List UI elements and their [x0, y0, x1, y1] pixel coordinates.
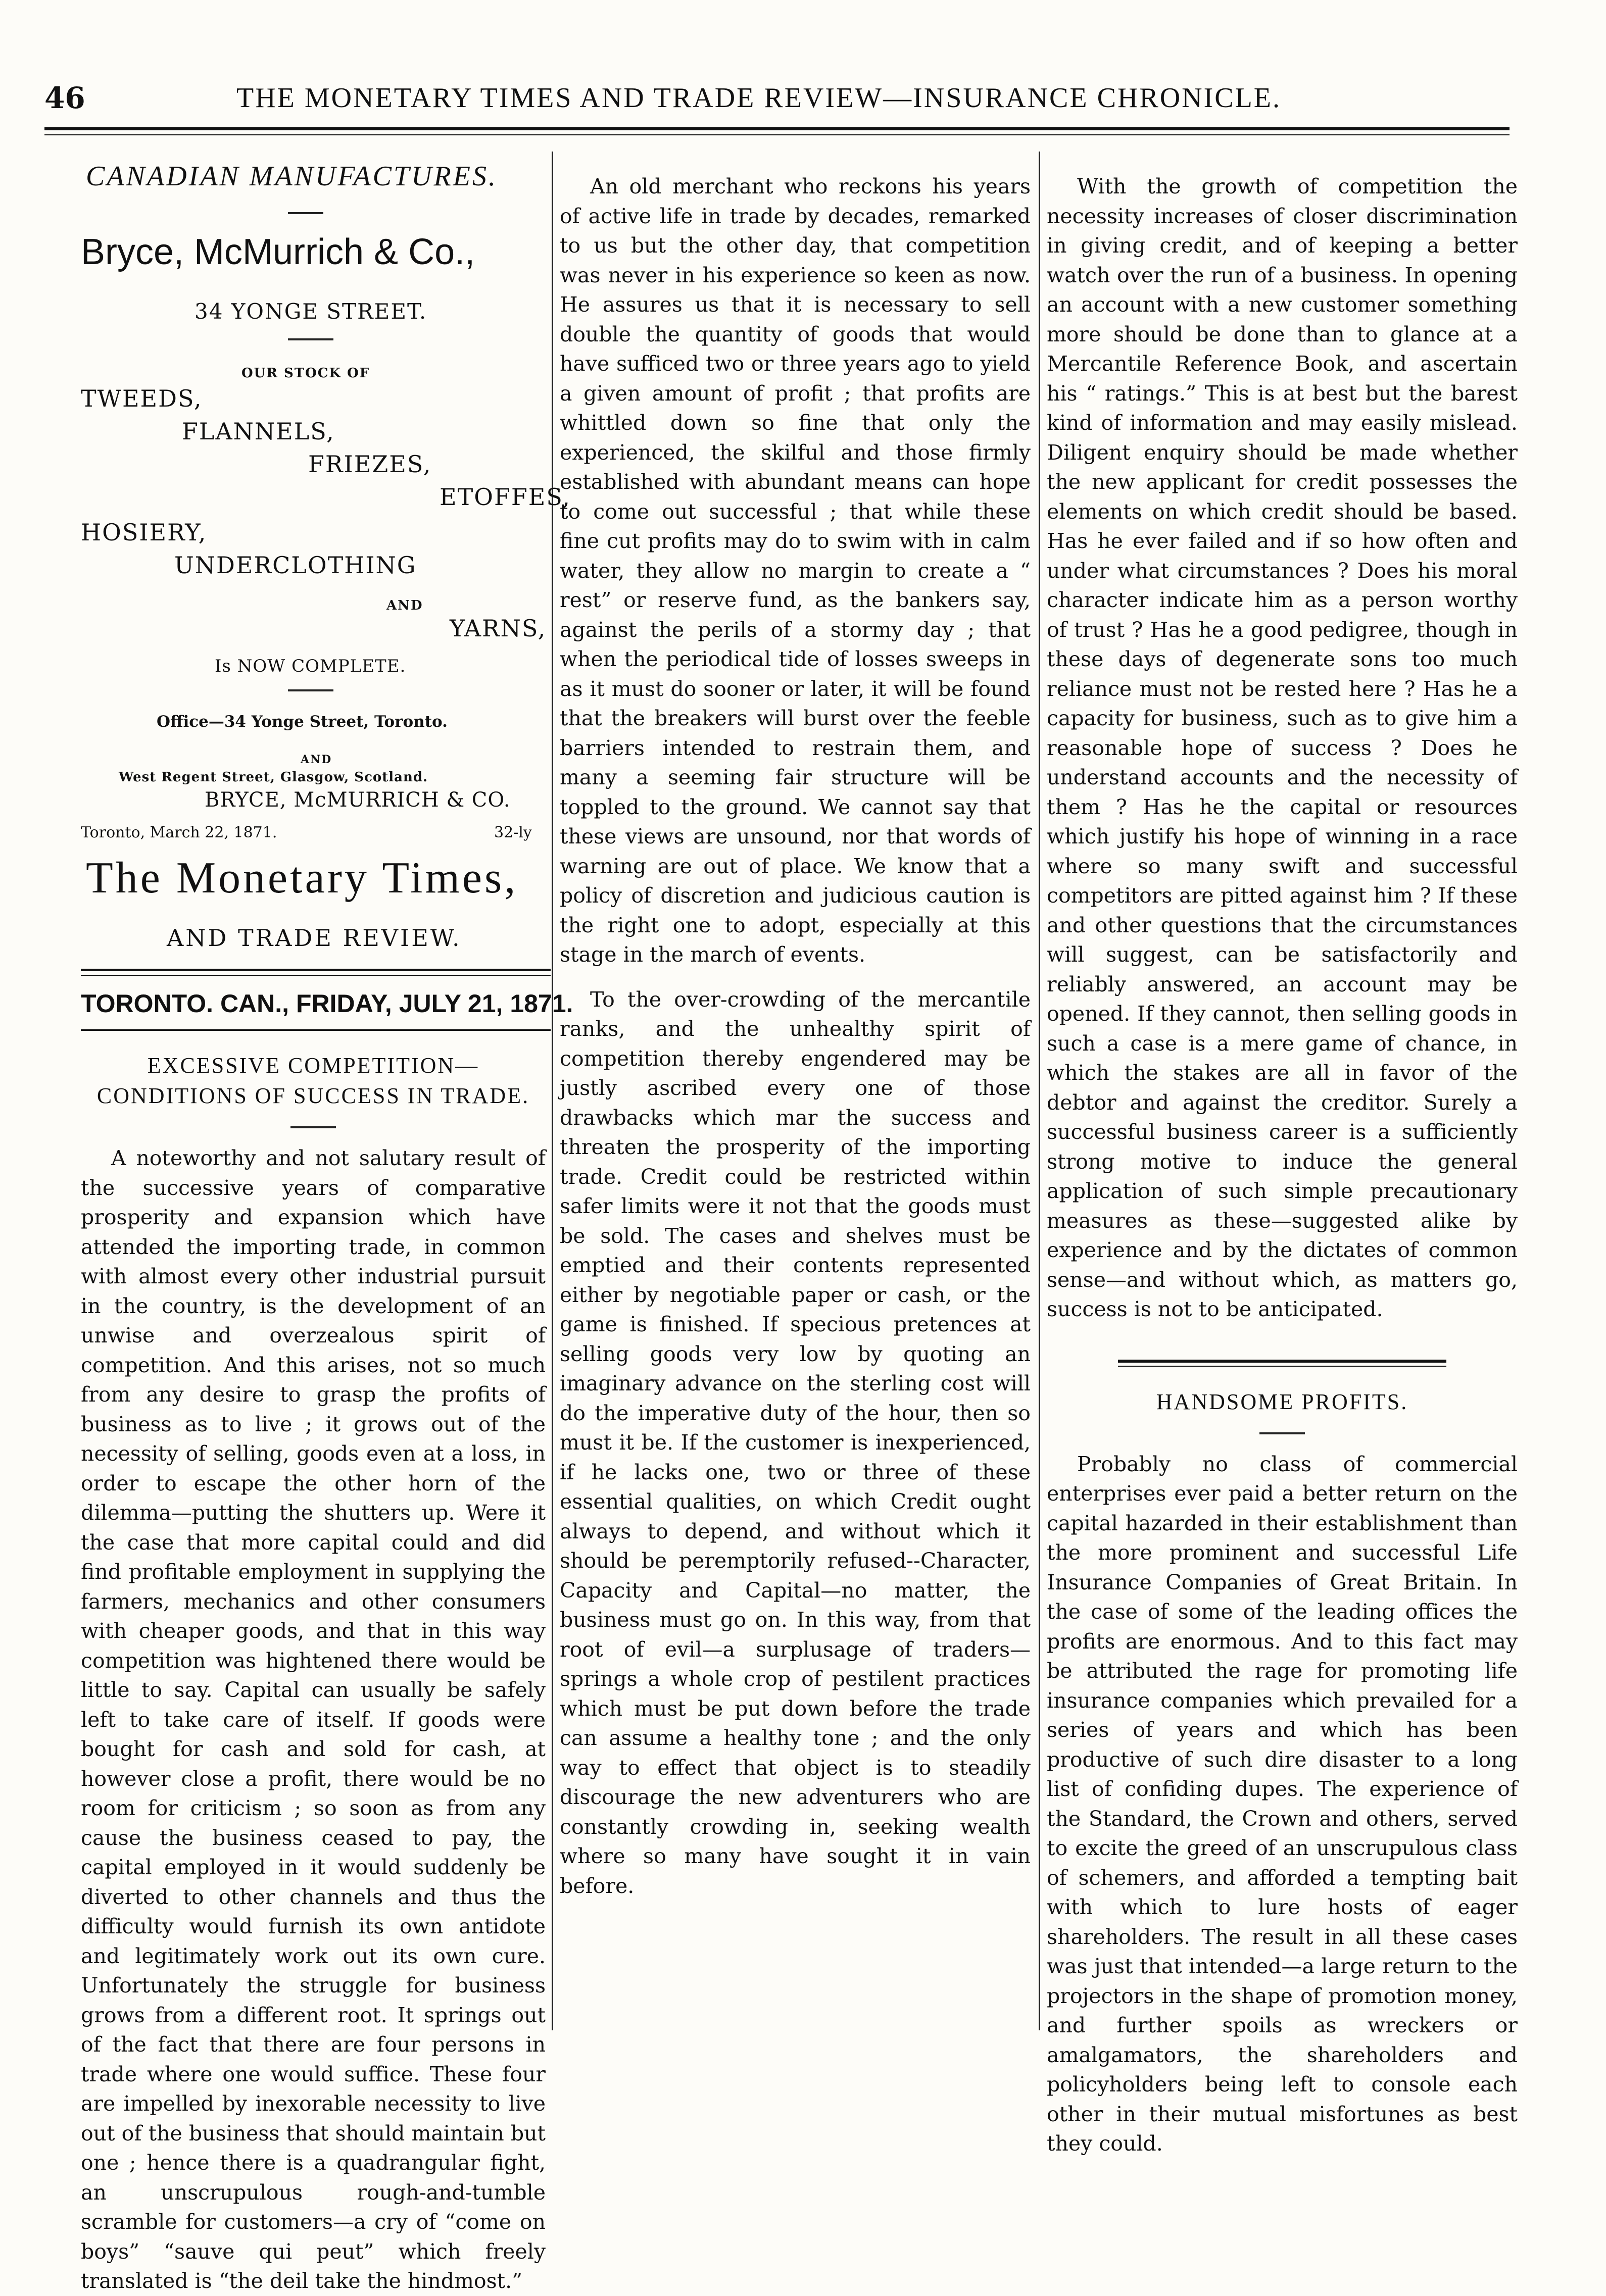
- masthead: [81, 854, 573, 1030]
- masthead-rule: [81, 969, 551, 971]
- ad-date: Toronto, March 22, 1871.: [81, 824, 277, 841]
- ad-office: Office—34 Yonge Street, Toronto.: [157, 713, 448, 731]
- article-2-title: HANDSOME PROFITS.: [1156, 1389, 1408, 1414]
- ad-divider: [288, 212, 323, 214]
- masthead-subtitle: AND TRADE REVIEW.: [167, 924, 462, 952]
- article-1-paragraph-1: A noteworthy and not salutary result of the successive years of comparative prosperity and expansion which have attended the importing trade, in common with almost every other industrial pursuit in the country, is the development of an unwise and overzealous spirit of competition. And this arises, not so much from any desire to grasp the profits of business as to live ; it grows out of the necessity of selling, goods even at a loss, in order to escape the other horn of the dilemma—putting the shutters up. Were it the case that more capital could and did find profitable employment in supplying the farmers, mechanics and other consumers with cheaper goods, and that in this way competition was hightened there would be little to say. Capital can usually be safely left to take care of itself. If goods were bought for cash and sold for cash, at however close a profit, there would be no room for criticism ; so soon as from any cause the business ceased to pay, the capital employed in it would suddenly be diverted to other channels and thus the difficulty would furnish its own antidote and legitimately work out its own cure. Unfortunately the struggle for business grows from a different root. It springs out of the fact that there are four persons in trade where one would suffice. These four are impelled by inexorable necessity to live out of the business that should maintain but one ; hence there is a quadrangular fight, an unscrupulous rough-and-tumble scramble for customers—a cry of “come on boys” “sauve qui peut” which freely translated is “the deil take the hindmost.”: [81, 1146, 546, 2293]
- ad-stock-intro: OUR STOCK OF: [241, 366, 370, 381]
- column-3: [1047, 157, 1518, 2159]
- ad-item: YARNS,: [450, 615, 547, 642]
- dateline: TORONTO. CAN., FRIDAY, JULY 21, 1871.: [81, 989, 573, 1018]
- column-2: [560, 157, 1031, 1901]
- ad-firm-caps: BRYCE, McMURRICH & CO.: [205, 788, 511, 812]
- ad-firm-name: Bryce, McMurrich & Co.,: [81, 232, 475, 272]
- ad-complete: Is NOW COMPLETE.: [215, 656, 406, 676]
- ad-code: 32-ly: [494, 824, 532, 841]
- page-number: 46: [44, 81, 85, 115]
- ad-heading: CANADIAN MANUFACTURES.: [86, 161, 498, 192]
- dateline-rule: [81, 1029, 551, 1031]
- article-1-paragraph-3: To the over-crowding of the mercantile ranks, and the unhealthy spirit of competition thereby engendered may be justly ascribed every one of those drawbacks which mar the success and threaten the prosperity of the importing trade. Credit could be restricted within safer limits were it not that the goods must be sold. The cases and shelves must be emptied and their contents represented either by negotiable paper or cash, or the game is finished. If specious pretences at selling goods very low by quoting an imaginary advance on the sterling cost will do the imperative duty of the hour, then so must it be. If the customer is inexperienced, if he lacks one, two or three of these essential qualities, on which Credit ought always to depend, and without which it should be peremptorily refused--Character, Capacity and Capital—no matter, the business must go on. In this way, from that root of evil—a surplusage of traders—springs a whole crop of pestilent practices which must be put down before the trade can assume a healthy tone ; and the only way to effect that object is to steadily discourage the new adventurers who are constantly crowding in, seeking wealth where so many have sought it in vain before.: [560, 987, 1031, 1898]
- ad-glasgow-address: West Regent Street, Glasgow, Scotland.: [119, 770, 428, 785]
- column-1: [81, 161, 573, 2296]
- masthead-rule-thin: [81, 975, 551, 976]
- ad-item: FRIEZES,: [308, 451, 432, 478]
- masthead-title: The Monetary Times,: [86, 854, 518, 903]
- section-rule-thin: [1118, 1366, 1446, 1367]
- running-title: THE MONETARY TIMES AND TRADE REVIEW—INSURANCE CHRONICLE.: [236, 82, 1282, 114]
- column-rule-1: [552, 152, 553, 2030]
- ad-item: UNDERCLOTHING: [174, 552, 417, 579]
- article-1-title: EXCESSIVE COMPETITION—CONDITIONS OF SUCCESS IN TRADE.: [96, 1053, 530, 1108]
- ad-and: AND: [301, 753, 332, 766]
- title-divider: [1259, 1432, 1305, 1434]
- article-1-paragraph-4: With the growth of competition the necessity increases of closer discrimination in giving credit, and of keeping a better watch over the run of a business. In opening an account with a new customer something more should be done than to glance at a Mercantile Reference Book, and ascertain his “ ratings.” This is at best but the barest kind of information and may easily mislead. Diligent enquiry should be made whether the new applicant for credit possesses the elements on which credit should be based. Has he ever failed and if so how often and under what circumstances ? Does his moral character indicate him as a person worthy of trust ? Has he a good pedigree, though in these days of degenerate sons too much reliance must not be rested here ? Has he a capacity for business, such as to give him a reasonable hope of success ? Does he understand accounts and the necessity of them ? Has he the capital or resources which justify his hope of winning in a race where so many swift and successful competitors are pitted against him ? If these and other questions that the circumstances will suggest, can be satisfactorily and reliably answered, an account may be opened. If they cannot, then selling goods in such a case is a mere game of chance, in which the stakes are all in favor of the debtor and against the creditor. Surely a successful business career is a sufficiently strong motive to induce the general application of such simple precautionary measures as these—suggested alike by experience and by the dictates of common sense—and without which, as matters go, success is not to be anticipated.: [1047, 174, 1518, 1321]
- column-rule-2: [1039, 152, 1040, 2030]
- ad-item: TWEEDS,: [81, 385, 203, 412]
- running-header: [44, 76, 1510, 121]
- ad-item: AND: [386, 598, 423, 613]
- ad-item: ETOFFES,: [440, 483, 571, 511]
- article-2-paragraph-1: Probably no class of commercial enterprises ever paid a better return on the capital hazarded in their establishment than the more prominent and successful Life Insurance Companies of Great Britain. In the case of some of the leading offices the profits are enormous. And to this fact may be attributed the rage for promoting life insurance companies which prevailed for a series of years and which has been productive of such dire disaster to a long list of confiding dupes. The experience of the Standard, the Crown and others, served to excite the greed of an unscrupulous class of schemers, and afforded a tempting bait with which to lure hosts of eager shareholders. The result in all these cases was just that intended—a large return to the projectors in the shape of promotion money, and further spoils as wreckers or amalgamators, the shareholders and policyholders being left to console each other in their mutual misfortunes as best they could.: [1047, 1452, 1518, 2156]
- header-rule: [44, 127, 1510, 130]
- ad-divider: [288, 338, 333, 340]
- title-divider: [290, 1126, 336, 1128]
- ad-divider: [288, 689, 333, 691]
- ad-item: HOSIERY,: [81, 519, 207, 546]
- ad-street: 34 YONGE STREET.: [194, 299, 427, 324]
- advertisement: [81, 161, 571, 859]
- section-rule: [1118, 1360, 1446, 1363]
- article-1-paragraph-2: An old merchant who reckons his years of active life in trade by decades, remarked to us but the other day, that competition was never in his experience so keen as now. He assures us that it is necessary to sell double the quantity of goods that would have sufficed two or three years ago to yield a given amount of profit ; that profits are whittled down so fine that only the experienced, the skilful and those firmly established with abundant means can hope to come out successful ; that while these fine cut profits may do to swim with in calm water, they allow no margin to create a “ rest” or reserve fund, as the bankers say, against the perils of a stormy day ; that when the periodical tide of losses sweeps in as it must do sooner or later, it will be found that the breakers will burst over the feeble barriers intended to restrain them, and many a seeming fair structure will be toppled to the ground. We cannot say that these views are unsound, nor that words of warning are out of place. We know that a policy of discretion and judicious caution is the right one to adopt, especially at this stage in the march of events.: [560, 174, 1031, 967]
- ad-item: FLANNELS,: [182, 418, 335, 445]
- header-rule-thin: [44, 134, 1510, 135]
